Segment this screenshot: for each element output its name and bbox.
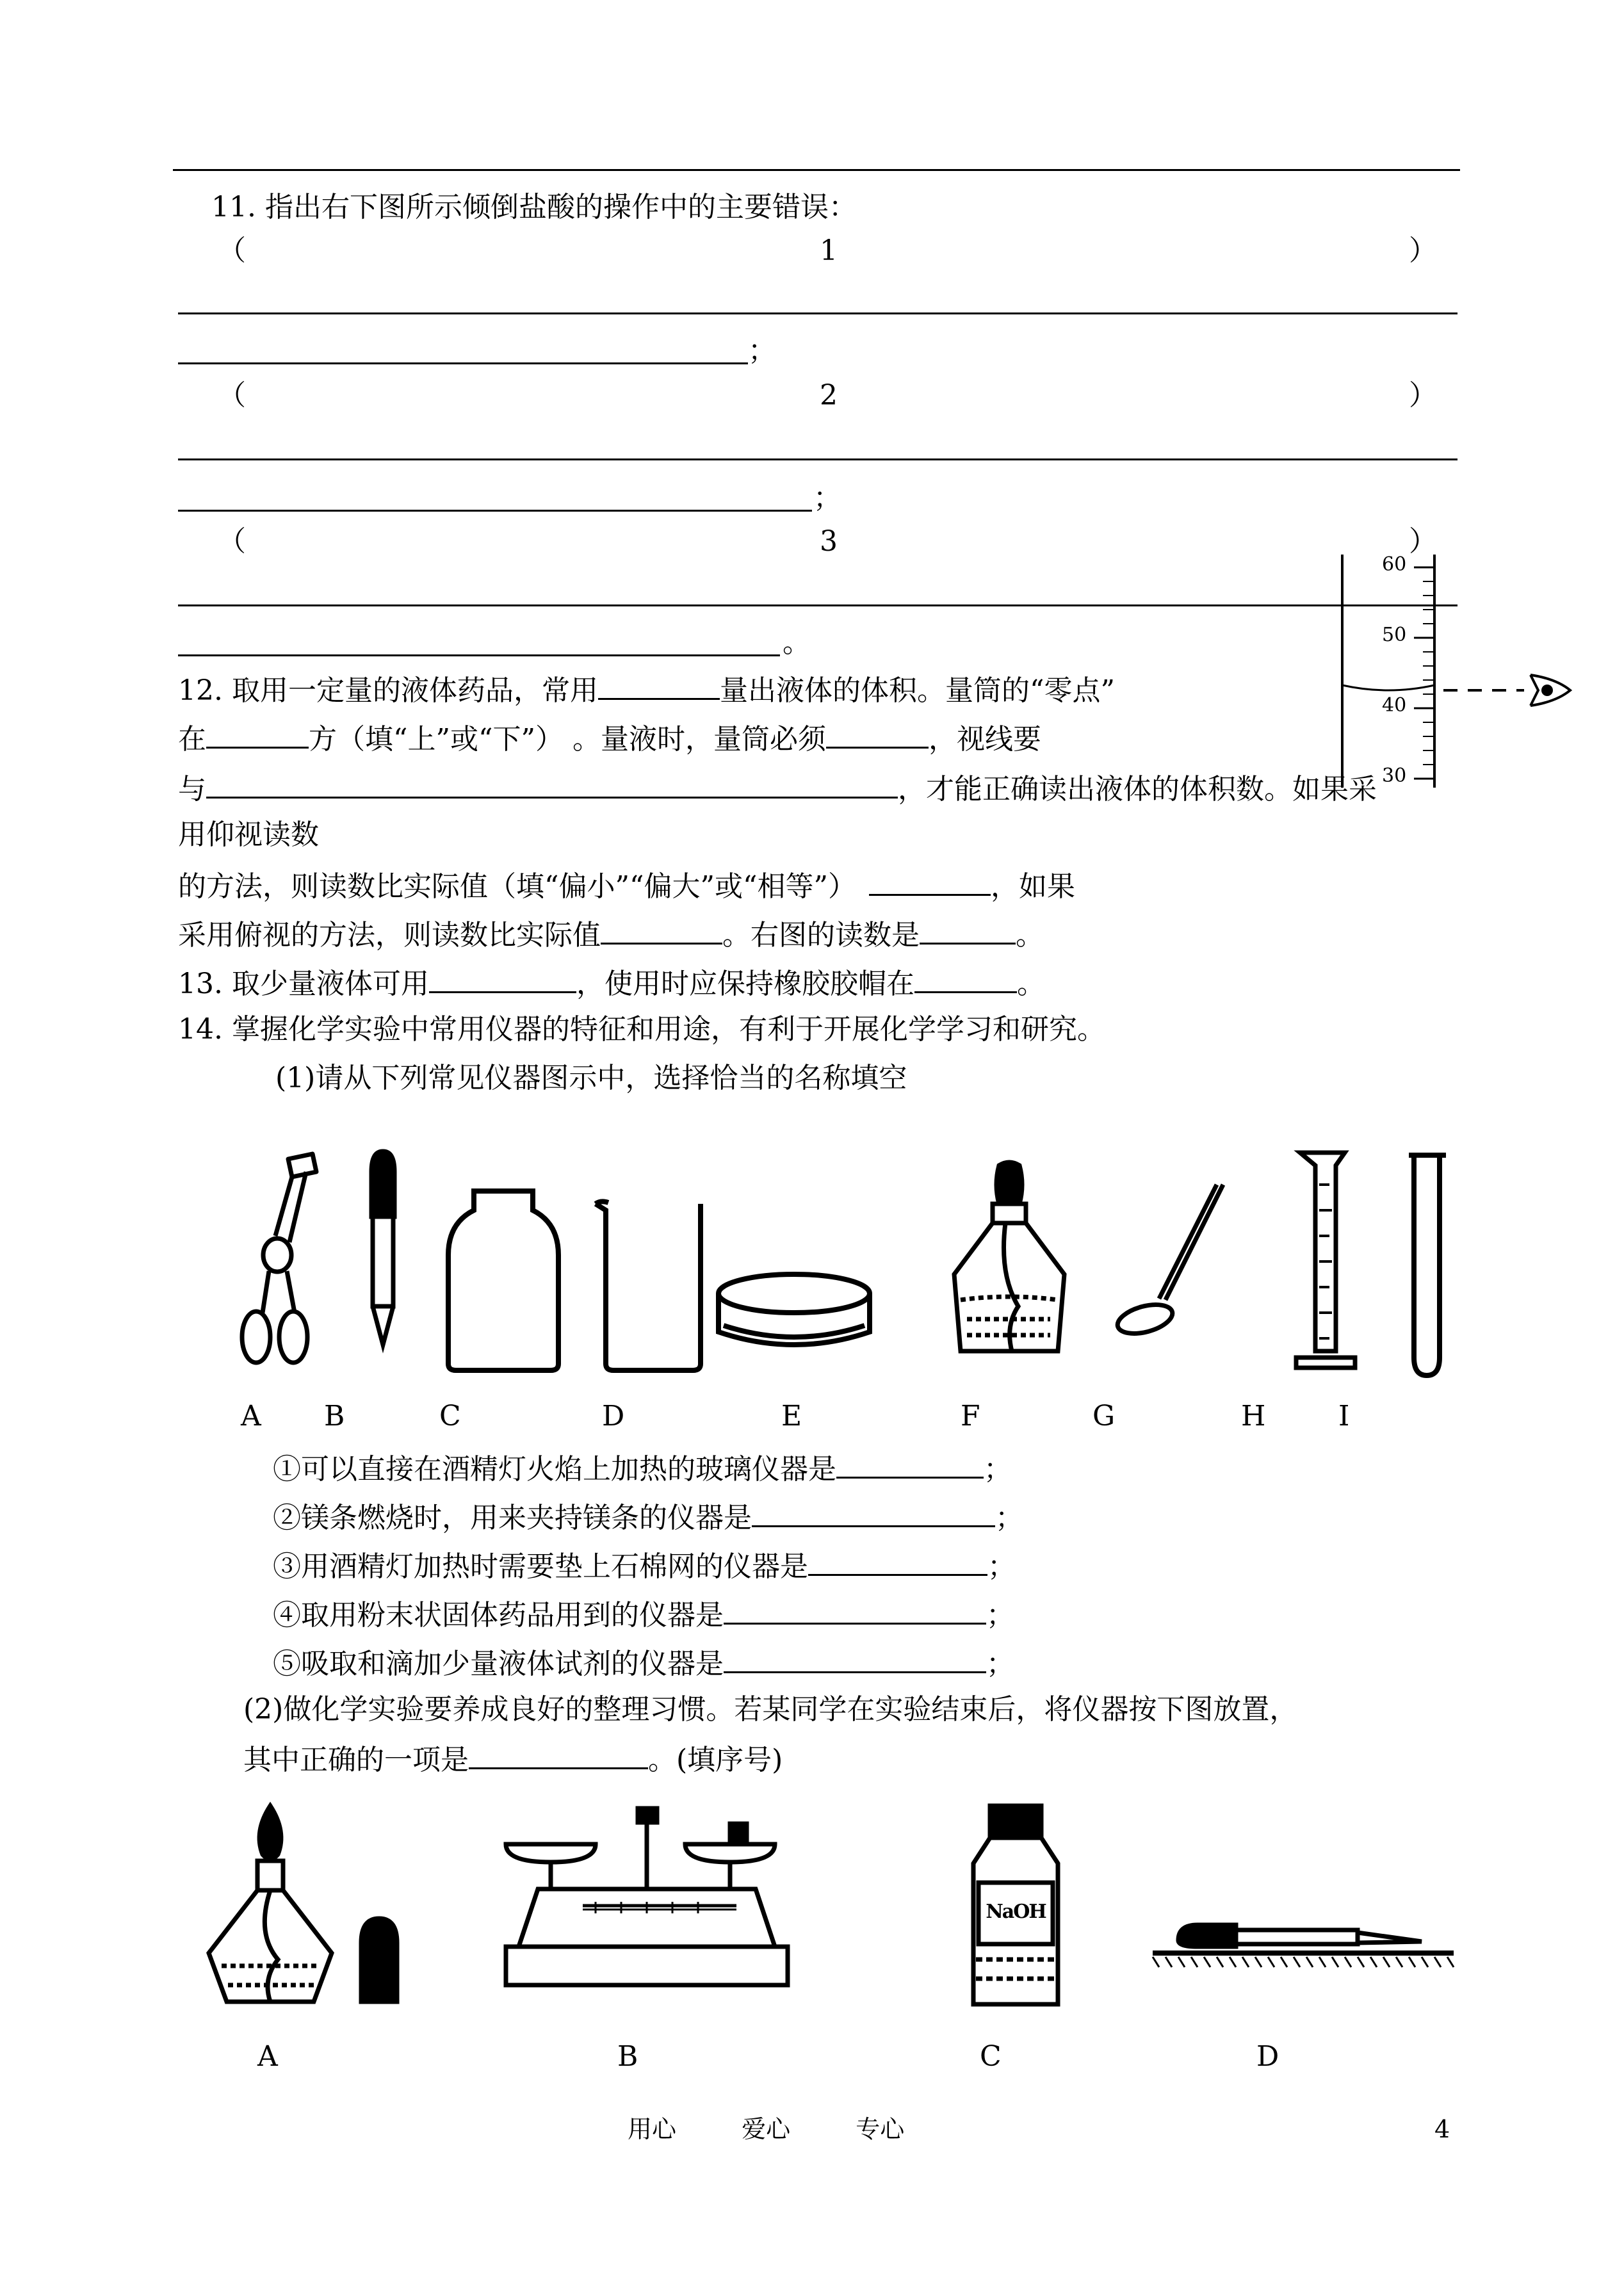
balance-scale-icon <box>506 1808 788 1985</box>
q11-item3-num: 3 <box>820 525 838 558</box>
q14-sub1: (1)请从下列常见仪器图示中，选择恰当的名称填空 <box>275 1062 907 1094</box>
beaker-icon <box>596 1201 701 1370</box>
cylinder-tick-label: 40 <box>1382 694 1407 717</box>
instrument-label: E <box>781 1400 802 1432</box>
q12-line1 <box>178 670 1115 709</box>
q14-question <box>273 1643 1014 1682</box>
q11-answer-line <box>178 510 812 512</box>
q11-item1-open: （ <box>218 234 246 267</box>
q12-text: ，视线要 <box>928 723 1041 756</box>
placement-label: C <box>980 2040 1002 2073</box>
q13-text: 。 <box>1016 968 1045 1000</box>
q12-blank[interactable] <box>601 914 722 945</box>
instruments-figure <box>237 1146 1473 1383</box>
q14-question-end: ； <box>987 1550 1016 1583</box>
q13-line <box>178 963 1045 1002</box>
footer-motto <box>628 2113 904 2145</box>
q12-line5 <box>178 866 1075 905</box>
instrument-label: D <box>602 1400 625 1432</box>
q14-question <box>273 1497 1023 1536</box>
q12-text: 采用俯视的方法，则读数比实际值 <box>178 919 601 952</box>
crucible-tongs-icon <box>242 1154 316 1363</box>
test-tube-icon <box>1409 1155 1446 1375</box>
wide-mouth-bottle-icon <box>448 1191 558 1370</box>
instrument-label: A <box>241 1400 261 1432</box>
q12-blank[interactable] <box>206 718 309 749</box>
q11-item2-open: （ <box>218 379 246 412</box>
q14-question-text: ②镁条燃烧时，用来夹持镁条的仪器是 <box>273 1502 752 1534</box>
q14-question-end: ； <box>995 1502 1023 1534</box>
q12-line4: 用仰视读数 <box>178 818 319 851</box>
q14-question-end: ； <box>986 1648 1014 1680</box>
q14-question <box>273 1594 1014 1634</box>
q12-blank[interactable] <box>206 768 898 799</box>
q12-blank[interactable] <box>598 670 720 700</box>
measuring-cylinder-figure <box>1338 551 1582 794</box>
page-number: 4 <box>1434 2115 1450 2143</box>
q11-answer-line <box>178 312 1458 314</box>
q14-sub2-line2 <box>243 1739 783 1778</box>
q11-item3-close: ） <box>1409 525 1437 558</box>
q14-question-text: ③用酒精灯加热时需要垫上石棉网的仪器是 <box>273 1550 808 1583</box>
instrument-label: C <box>439 1400 461 1432</box>
cylinder-tick-label: 60 <box>1382 553 1407 576</box>
q13-blank[interactable] <box>914 963 1017 993</box>
q14-text: 其中正确的一项是 <box>243 1744 469 1776</box>
q14-blank[interactable] <box>836 1448 984 1479</box>
placement-figure <box>199 1793 1460 2011</box>
q14-blank[interactable] <box>724 1643 986 1673</box>
q13-text: 13. 取少量液体可用 <box>178 968 429 1000</box>
q11-item2-end: ； <box>813 482 841 514</box>
q12-line2 <box>178 718 1041 758</box>
placement-label: B <box>617 2040 638 2073</box>
q11-title: 11. 指出右下图所示倾倒盐酸的操作中的主要错误： <box>211 191 857 223</box>
q14-question-text: ④取用粉末状固体药品用到的仪器是 <box>273 1599 724 1632</box>
graduated-cylinder-icon <box>1296 1153 1355 1368</box>
q12-text: 。 <box>1016 919 1044 952</box>
q14-question <box>273 1546 1016 1585</box>
q12-blank[interactable] <box>826 718 929 749</box>
q11-answer-line <box>178 458 1458 460</box>
q14-blank[interactable] <box>724 1594 986 1625</box>
medicine-spoon-icon <box>1114 1185 1223 1339</box>
footer-motto-item: 专心 <box>856 2115 905 2143</box>
q11-item3-end: 。 <box>783 626 811 659</box>
placement-label: A <box>257 2040 278 2073</box>
q12-text: 量出液体的体积。量筒的“零点” <box>719 674 1115 707</box>
q12-blank[interactable] <box>869 866 991 896</box>
q11-answer-line <box>178 604 1458 606</box>
q11-item1-close: ） <box>1409 234 1437 267</box>
q14-sub2-line1: (2)做化学实验要养成良好的整理习惯。若某同学在实验结束后，将仪器按下图放置， <box>243 1693 1298 1726</box>
naoh-bottle-label: NaOH <box>986 1901 1046 1923</box>
q14-blank[interactable] <box>808 1546 987 1576</box>
lit-alcohol-lamp-icon <box>209 1806 397 2002</box>
footer-motto-item: 用心 <box>628 2115 677 2143</box>
instrument-label: F <box>961 1400 980 1432</box>
q14-blank[interactable] <box>752 1497 995 1527</box>
q12-text: 方（填“上”或“下”） 。量液时，量筒必须 <box>309 723 826 756</box>
q14-question-text: ①可以直接在酒精灯火焰上加热的玻璃仪器是 <box>273 1453 836 1486</box>
q11-answer-line <box>178 654 780 656</box>
header-rule <box>173 169 1460 171</box>
q14-question <box>273 1448 1012 1488</box>
cylinder-tick-label: 30 <box>1382 765 1407 787</box>
q12-text: 的方法，则读数比实际值（填“偏小”“偏大”或“相等”） <box>178 870 856 903</box>
q14-question-text: ⑤吸取和滴加少量液体试剂的仪器是 <box>273 1648 724 1680</box>
instrument-label: G <box>1092 1400 1116 1432</box>
instrument-label: H <box>1241 1400 1266 1432</box>
q12-blank[interactable] <box>920 914 1016 945</box>
placement-label: D <box>1256 2040 1279 2073</box>
instrument-label: I <box>1338 1400 1350 1432</box>
q12-text: ，如果 <box>990 870 1075 903</box>
dropper-on-table-icon <box>1153 1925 1454 1967</box>
q11-answer-line <box>178 362 748 364</box>
q14-question-end: ； <box>986 1599 1014 1632</box>
dropper-icon <box>371 1151 394 1345</box>
q13-text: ，使用时应保持橡胶胶帽在 <box>576 968 914 1000</box>
q11-item1-num: 1 <box>820 234 838 267</box>
q12-text: 12. 取用一定量的液体药品，常用 <box>178 674 598 707</box>
q12-text: ，才能正确读出液体的体积数。如果采 <box>898 773 1377 806</box>
footer-motto-item: 爱心 <box>742 2115 791 2143</box>
cylinder-tick-label: 50 <box>1382 624 1407 646</box>
q13-blank[interactable] <box>429 963 576 993</box>
q14-question-end: ； <box>984 1453 1012 1486</box>
q12-line6 <box>178 914 1044 953</box>
q12-text: 在 <box>178 723 206 756</box>
q12-line3 <box>178 768 1377 807</box>
q11-item2-close: ） <box>1409 379 1437 412</box>
q12-text: 与 <box>178 773 206 806</box>
q14-title: 14. 掌握化学实验中常用仪器的特征和用途，有利于开展化学学习和研究。 <box>178 1013 1105 1046</box>
instrument-label: B <box>324 1400 345 1432</box>
q14-blank[interactable] <box>469 1739 648 1769</box>
q11-item1-end: ； <box>748 334 776 367</box>
q11-item3-open: （ <box>218 525 246 558</box>
q14-text: 。(填序号) <box>648 1744 783 1776</box>
q12-text: 。右图的读数是 <box>722 919 920 952</box>
q11-item2-num: 2 <box>820 379 838 412</box>
alcohol-lamp-icon <box>954 1162 1064 1351</box>
evaporating-dish-icon <box>719 1274 870 1345</box>
